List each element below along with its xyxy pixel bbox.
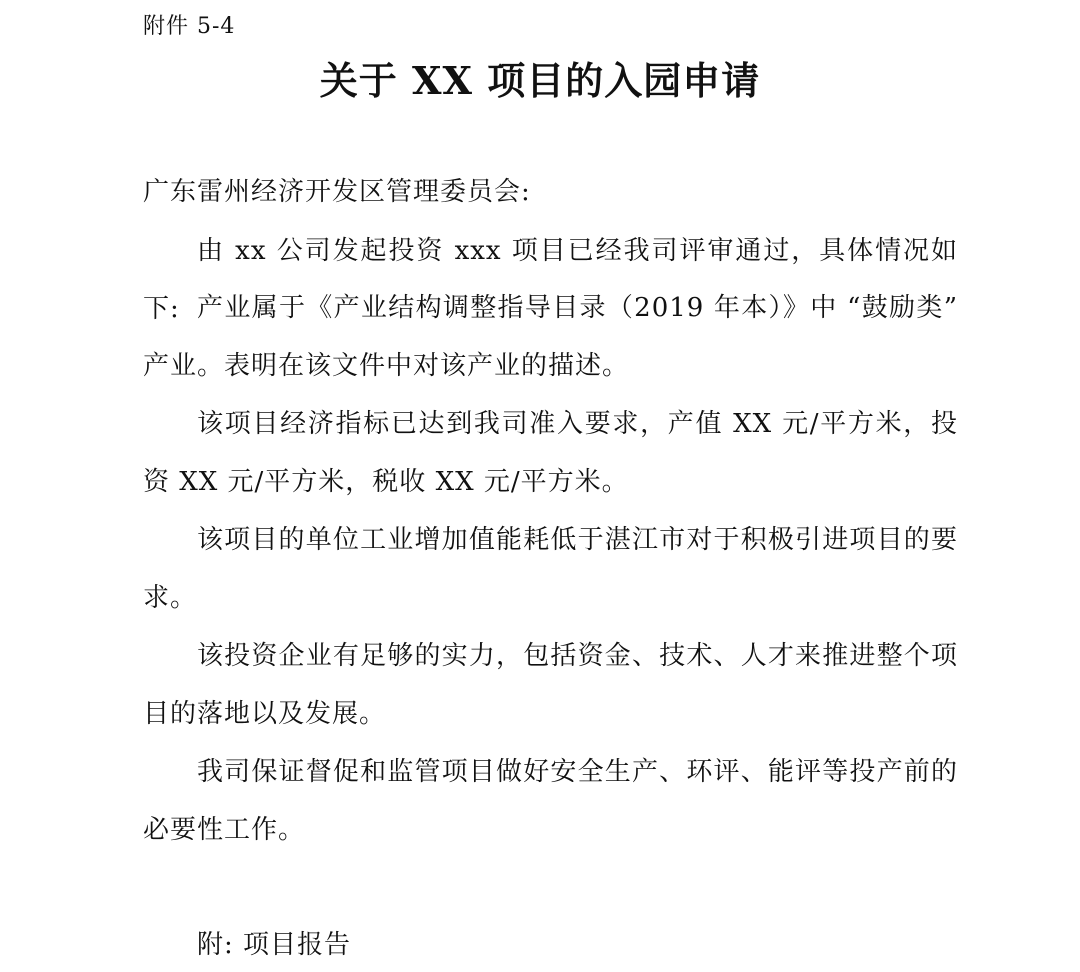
addressee: 广东雷州经济开发区管理委员会: — [143, 177, 531, 207]
paragraph-supervision: 我司保证督促和监管项目做好安全生产、环评、能评等投产前的必要性工作。 — [143, 757, 958, 845]
paragraph-economic-indicators: 该项目经济指标已达到我司准入要求，产值 XX 元/平方米，投资 XX 元/平方米，税收 XX 元/平方米。 — [143, 409, 958, 497]
paragraph-industry: 产业属于《产业结构调整指导目录（2019 年本）》中 “鼓励类” 产业。表明在该文件中对该产业的描述。 — [143, 293, 958, 381]
appendix-note: 附: 项目报告 — [197, 930, 352, 960]
document-title: 关于 XX 项目的入园申请 — [319, 58, 761, 103]
paragraph-enterprise-strength: 该投资企业有足够的实力，包括资金、技术、人才来推进整个项目的落地以及发展。 — [143, 641, 958, 729]
paragraph-intro: 由 xx 公司发起投资 xxx 项目已经我司评审通过，具体情况如下: — [143, 236, 958, 324]
attachment-label: 附件 5-4 — [143, 14, 236, 39]
paragraph-energy-consumption: 该项目的单位工业增加值能耗低于湛江市对于积极引进项目的要求。 — [143, 525, 958, 613]
